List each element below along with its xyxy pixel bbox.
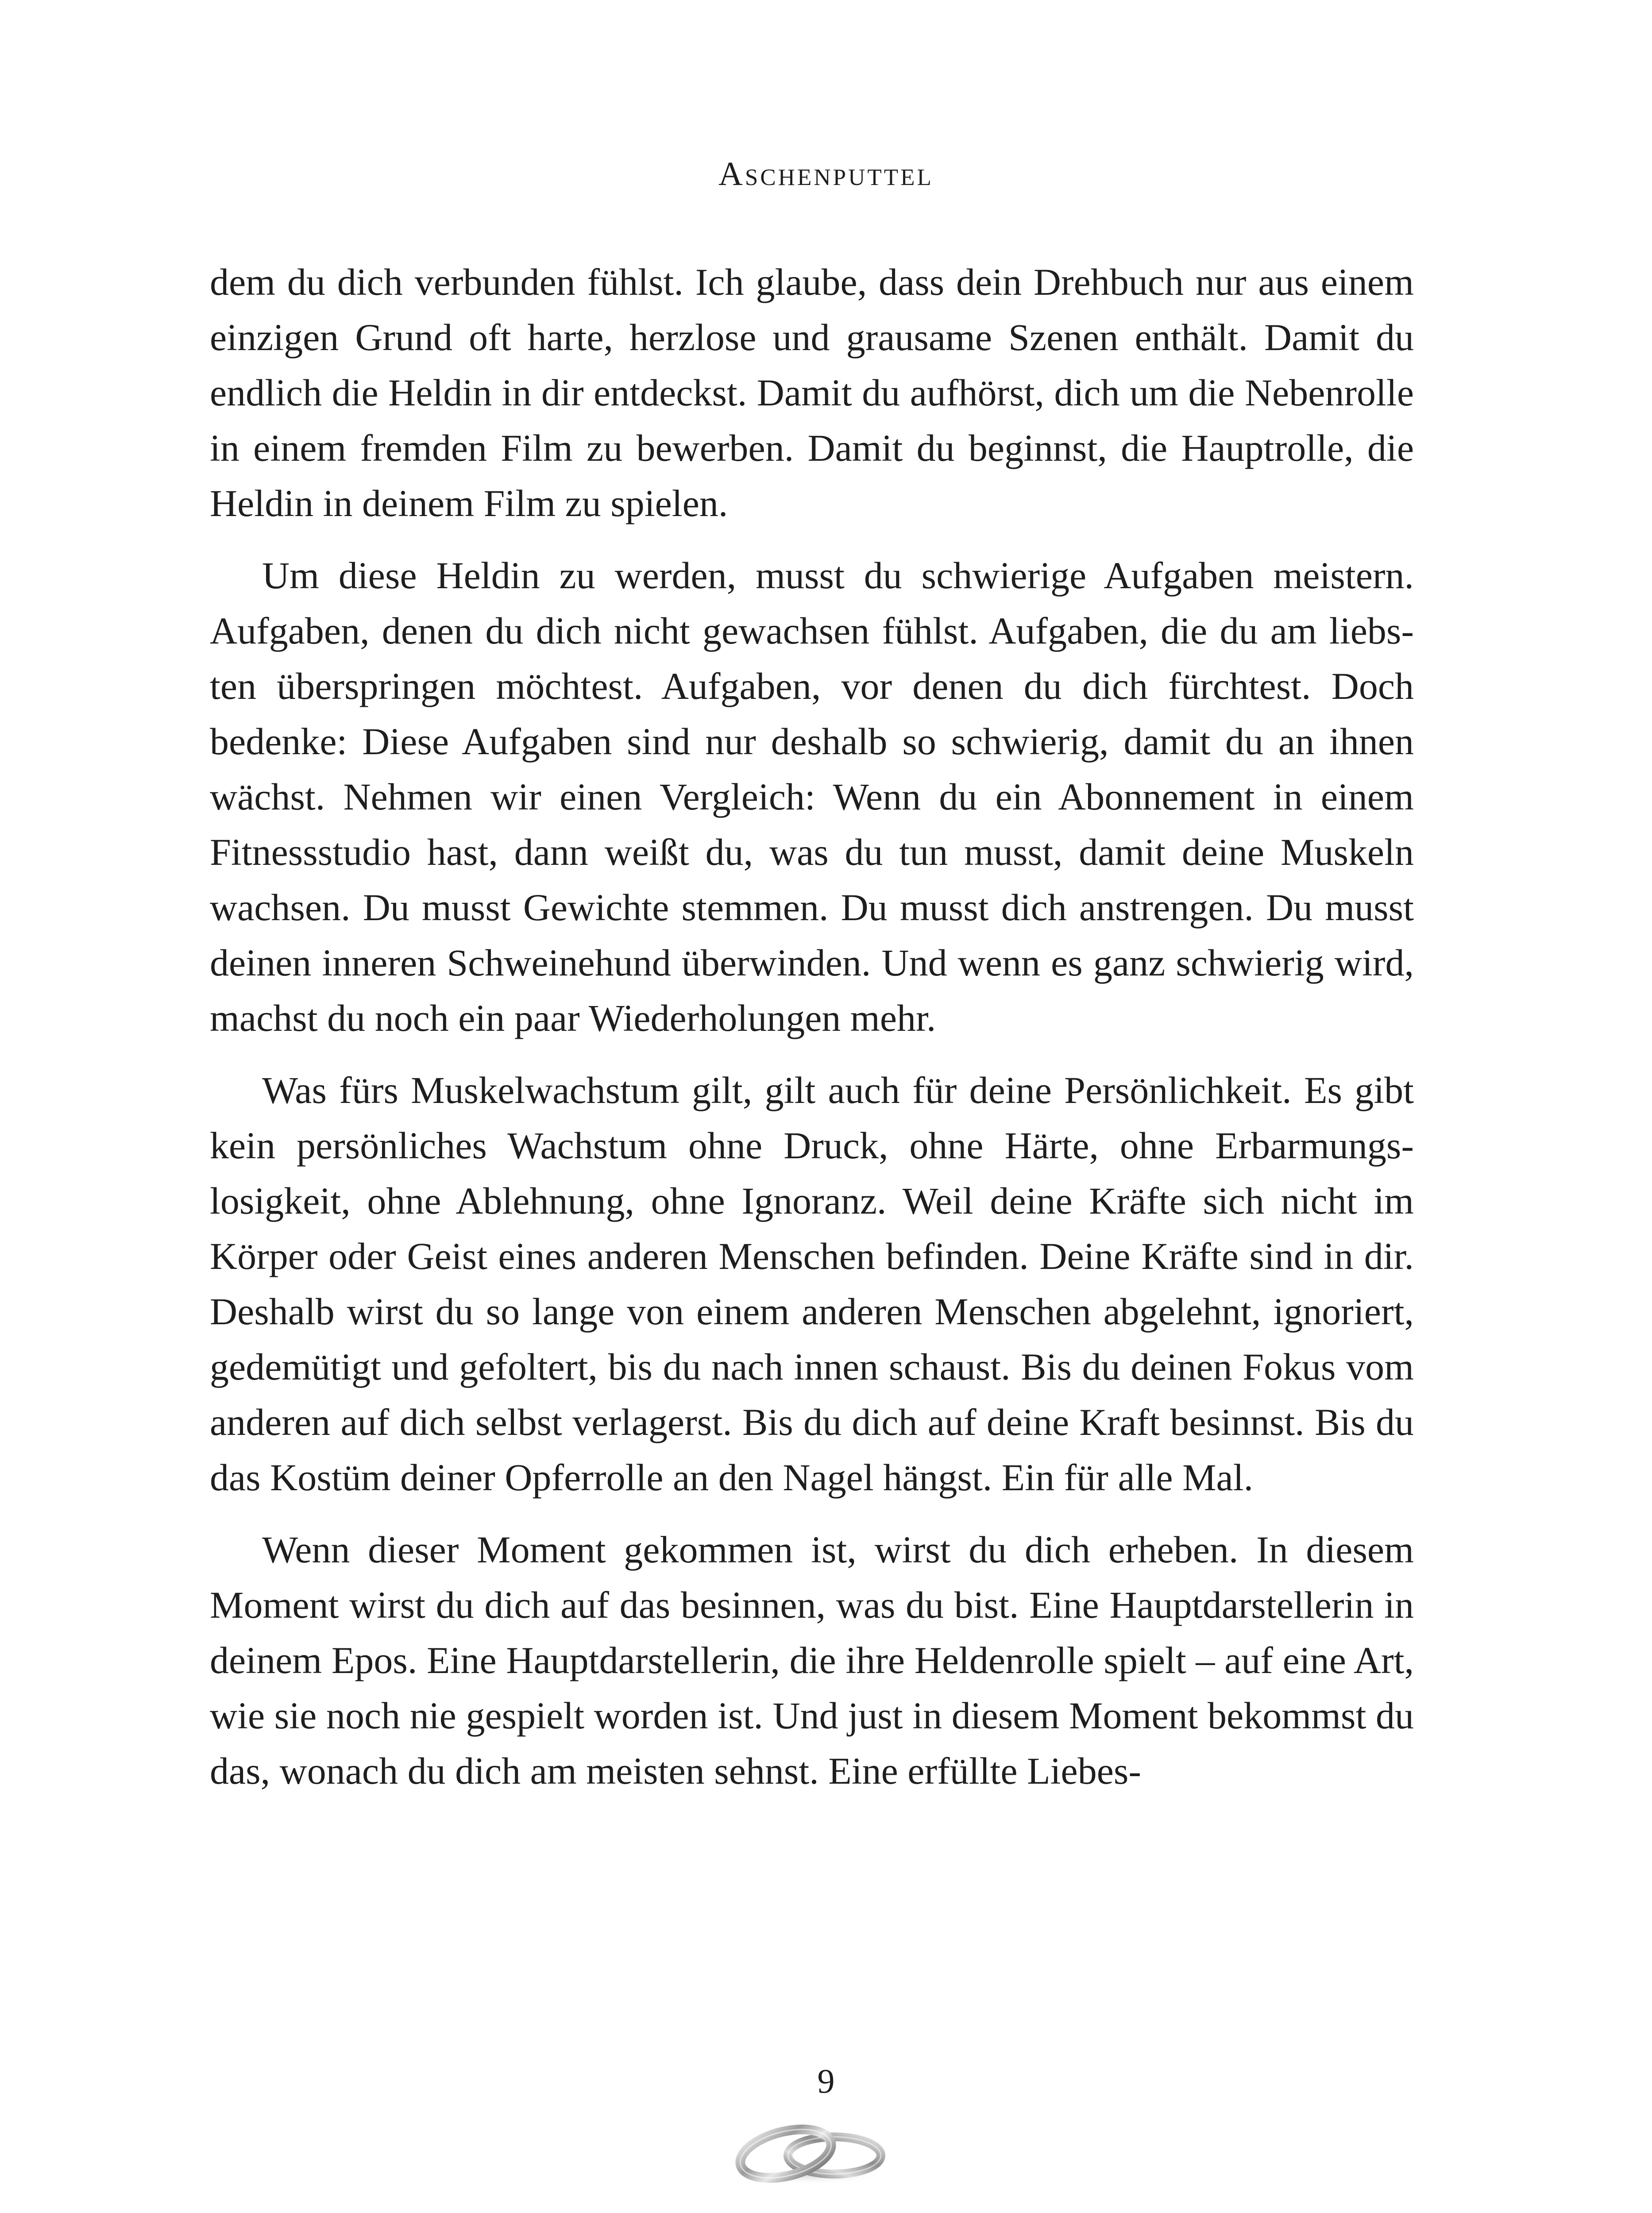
paragraph-4: Wenn dieser Moment gekommen ist, wirst du dich erheben. In diesem Moment wirst du dich auf das besinnen, was du bist. Eine Hauptdarstellerin in deinem Epos. Eine Hauptdarstellerin, die ihre Heldenrolle spielt – auf eine Art, wie sie noch nie gespielt worden ist. Und just in diesem Moment bekommst du das, wonach du dich am meisten sehnst. Eine erfüllte Liebes-: [210, 1528, 1414, 1792]
paragraph-1: dem du dich verbunden fühlst. Ich glaube, dass dein Drehbuch nur aus einem einzigen Grund oft harte, herzlose und grausame Szenen enthält. Damit du endlich die Heldin in dir entdeckst. Damit du aufhörst, dich um die Nebenrolle in einem fremden Film zu bewerben. Damit du beginnst, die Hauptrolle, die Heldin in deinem Film zu spielen.: [210, 261, 1414, 524]
paragraph-3: Was fürs Muskelwachstum gilt, gilt auch für deine Persönlichkeit. Es gibt kein persönliches Wachstum ohne Druck, ohne Härte, ohne Erbarmungslosigkeit, ohne Ablehnung, ohne Ignoranz. Weil deine Kräfte sich nicht im Körper oder Geist eines anderen Menschen befinden. Deine Kräfte sind in dir. Deshalb wirst du so lange von einem anderen Menschen abgelehnt, ignoriert, gedemütigt und gefoltert, bis du nach innen schaust. Bis du deinen Fokus vom anderen auf dich selbst verlagerst. Bis du dich auf deine Kraft besinnst. Bis du das Kostüm deiner Opferrolle an den Nagel hängst. Ein für alle Mal.: [210, 1069, 1414, 1499]
page-number: 9: [817, 2062, 835, 2100]
paragraph-2: Um diese Heldin zu werden, musst du schwierige Aufgaben meistern. Aufgaben, denen du dich nicht gewachsen fühlst. Aufgaben, die du am liebsten überspringen möchtest. Aufgaben, vor denen du dich fürchtest. Doch bedenke: Diese Aufgaben sind nur deshalb so schwierig, damit du an ihnen wächst. Nehmen wir einen Vergleich: Wenn du ein Abonnement in einem Fitnessstudio hast, dann weißt du, was du tun musst, damit deine Muskeln wachsen. Du musst Gewichte stemmen. Du musst dich anstrengen. Du musst deinen inneren Schweinehund überwinden. Und wenn es ganz schwierig wird, machst du noch ein paar Wiederholungen mehr.: [210, 554, 1414, 1039]
body-text: [210, 254, 1414, 1816]
running-head-title: Aschenputtel: [718, 155, 934, 193]
wedding-rings-icon: [730, 2119, 890, 2186]
